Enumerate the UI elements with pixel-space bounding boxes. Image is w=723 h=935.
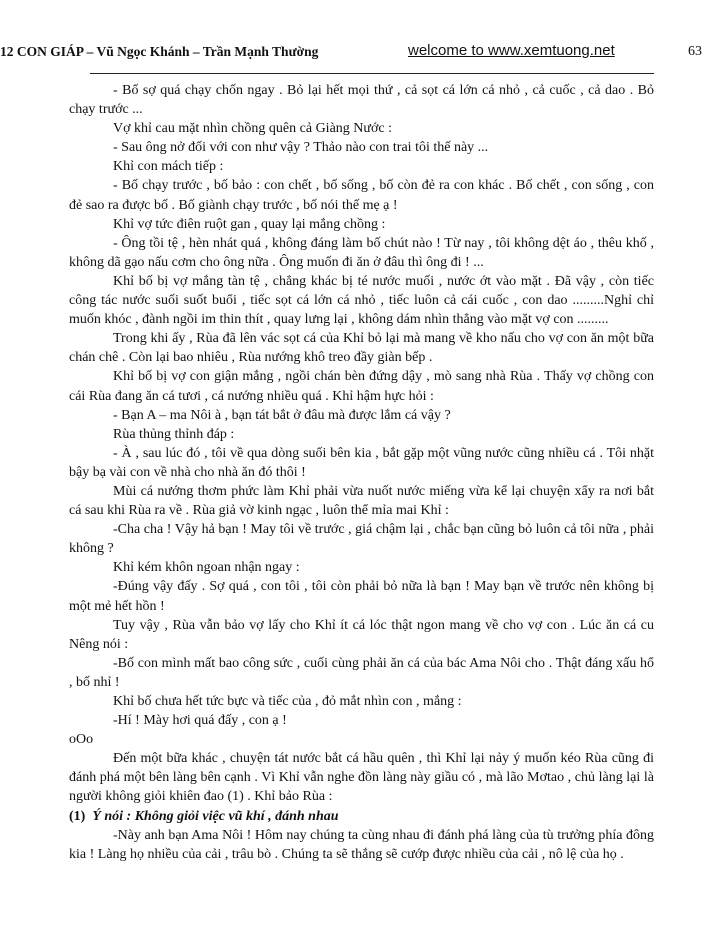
body-text [69, 81, 654, 864]
paragraph: - Bố sợ quá chạy chốn ngay . Bỏ lại hết mọi thứ , cả sọt cá lớn cá nhỏ , cả cuốc , cả dao . Bỏ chạy trước ... [69, 83, 654, 118]
paragraph: Mùi cá nướng thơm phức làm Khỉ phải vừa nuốt nước miếng vừa kể lại chuyện xẩy ra nơi bắt cá sau khi Rùa ra về . Rùa giả vờ kinh ngạc , luôn thể mỉa mai Khỉ : [69, 483, 654, 519]
paragraph: - Ông tồi tệ , hèn nhát quá , không đáng làm bố chút nào ! Từ nay , tôi không dệt áo , thêu khố , không dã gạo nấu cơm cho ông nữa . Ông muốn đi ăn ở đâu thì ông đi ! ... [69, 235, 654, 270]
paragraph: Rùa thủng thỉnh đáp : [113, 426, 235, 442]
footnote-text: Ý nói : Không giỏi việc vũ khí , đánh nhau [92, 808, 339, 824]
header-book-title: 12 CON GIÁP – Vũ Ngọc Khánh – Trần Mạnh Thường [0, 44, 319, 59]
paragraph: -Hí ! Mày hơi quá đấy , con ạ ! [113, 713, 287, 729]
paragraph: -Cha cha ! Vậy hả bạn ! May tôi về trước , giá chậm lại , chắc bạn cũng bỏ luôn cả tôi nữa , phải không ? [69, 522, 654, 557]
paragraph: Vợ khỉ cau mặt nhìn chồng quên cả Giàng Nước : [113, 121, 392, 137]
footnote-heading [69, 807, 654, 826]
header-divider [90, 73, 654, 74]
paragraph: Khỉ con mách tiếp : [113, 159, 224, 175]
paragraph: Khỉ bố chưa hết tức bực và tiếc của , đỏ mắt nhìn con , mắng : [113, 694, 462, 709]
footnote-marker: (1) [69, 808, 86, 824]
paragraph: - Bạn A – ma Nôi à , bạn tát bắt ở đâu mà được lắm cá vậy ? [113, 407, 451, 423]
section-separator: oOo [69, 732, 94, 748]
paragraph: -Này anh bạn Ama Nôi ! Hôm nay chúng ta cùng nhau đi đánh phá làng của tù trưởng phía đông kia ! Làng họ nhiều của cải , trâu bò . Chúng ta sẽ thắng sẽ cướp được nhiều của cải , nô lệ của họ . [69, 827, 654, 862]
paragraph: Khỉ vợ tức điên ruột gan , quay lại mắng chồng : [113, 216, 386, 232]
paragraph: Trong khi ấy , Rùa đã lên vác sọt cá của Khỉ bỏ lại mà mang về kho nấu cho vợ con ăn một bữa chán chê . Còn lại bao nhiêu , Rùa nướng khô treo đầy giàn bếp . [69, 331, 654, 366]
header-website-link[interactable]: welcome to www.xemtuong.net [408, 42, 615, 59]
paragraph: -Bố con mình mất bao công sức , cuối cùng phải ăn cá của bác Ama Nôi cho . Thật đáng xấu hổ , bố nhỉ ! [69, 655, 654, 690]
paragraph: - À , sau lúc đó , tôi về qua dòng suối bên kia , bắt gặp một vũng nước cũng nhiều cá . Tôi nhặt bậy bạ vài con về nhà cho nhà ăn đó thôi ! [69, 445, 654, 480]
paragraph: Tuy vậy , Rùa vẫn bảo vợ lấy cho Khỉ ít cá lóc thật ngon mang về cho vợ con . Lúc ăn cá cu Nêng nói : [69, 617, 654, 652]
paragraph: Khỉ bố bị vợ con giận mắng , ngồi chán bèn đứng dậy , mò sang nhà Rùa . Thấy vợ chồng con cái Rùa đang ăn cá tươi , cá nướng nhiều quá . Khỉ hậm hực hỏi : [69, 369, 654, 404]
paragraph: Đến một bữa khác , chuyện tát nước bắt cá hầu quên , thì Khỉ lại nảy ý muốn kéo Rùa cũng đi đánh phá một bên làng bên cạnh . Vì Khỉ vẫn nghe đồn làng này giầu có , mà lão Mơtao , chủ làng lại là người không giỏi khiên đao (1) . Khỉ bảo Rùa : [69, 751, 654, 805]
paragraph: Khỉ kém khôn ngoan nhận ngay : [113, 560, 300, 576]
paragraph: - Sau ông nở đối với con như vậy ? Thảo nào con trai tôi thế này ... [113, 140, 489, 156]
paragraph: Khỉ bố bị vợ mắng tàn tệ , chẳng khác bị té nước muối , nước ớt vào mặt . Đã vậy , còn tiếc công tác nước suối suốt buổi , tiếc sọt cá lớn cá nhỏ , tiếc luôn cả cái cuốc , con dao .........Nghỉ chỉ muốn khóc , đành ngồi im thin thít , quay lưng lại , không dám nhìn thẳng vào mặt vợ con ......... [69, 273, 654, 328]
page-number: 63 [688, 44, 702, 59]
paragraph: -Đúng vậy đấy . Sợ quá , con tôi , tôi còn phải bỏ nữa là bạn ! May bạn về trước nên không bị một mẻ hết hồn ! [69, 579, 654, 614]
paragraph: - Bố chạy trước , bố bảo : con chết , bố sống , bố còn đẻ ra con khác . Bố chết , con sống , con đẻ sao ra được bố . Bố giành chạy trước , bố nói thế mẹ ạ ! [69, 178, 654, 213]
